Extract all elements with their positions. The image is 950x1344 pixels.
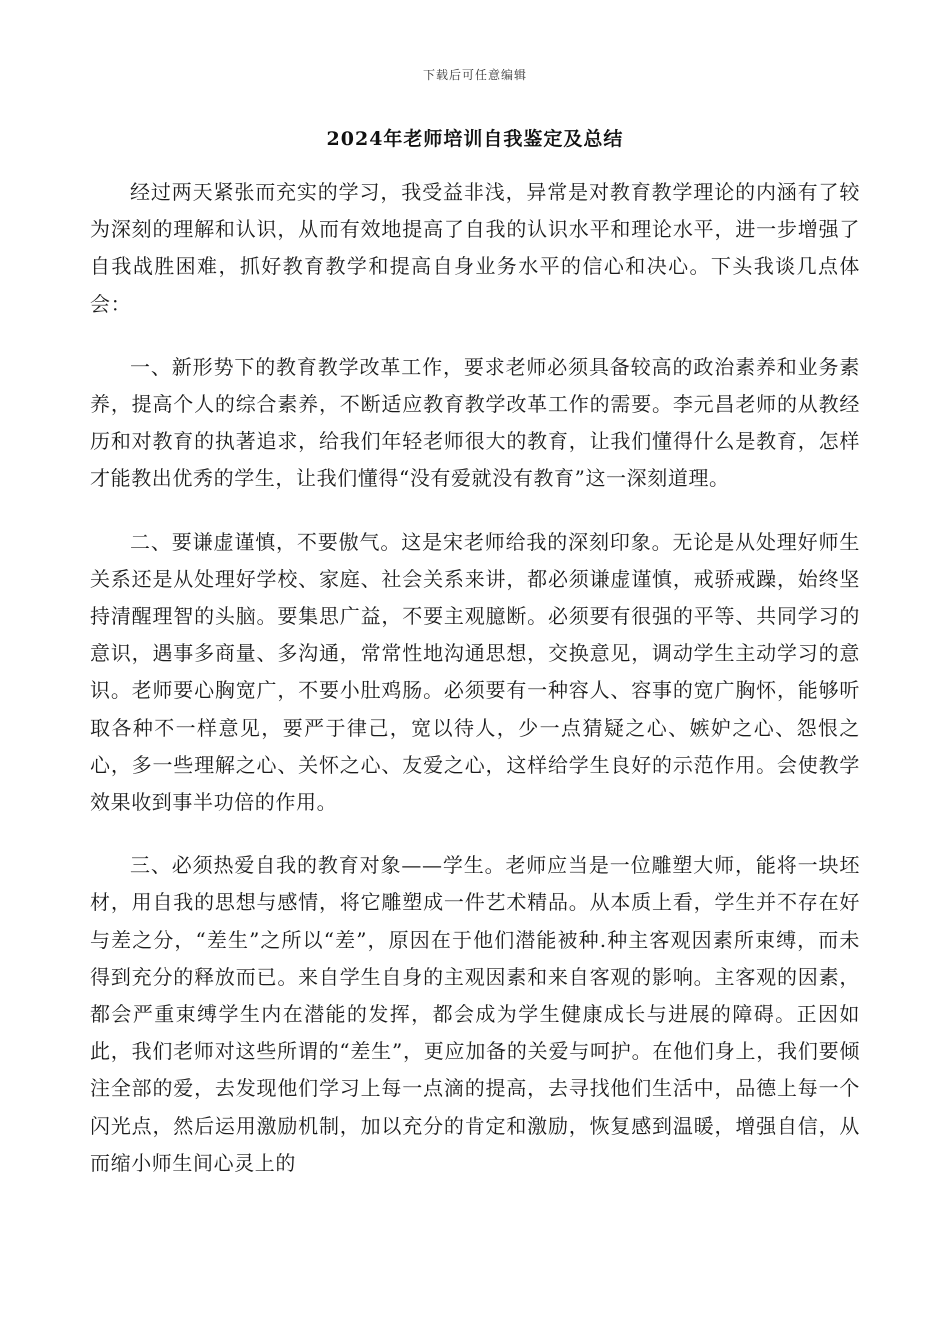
paragraph-intro: 经过两天紧张而充实的学习，我受益非浅，异常是对教育教学理论的内涵有了较为深刻的理解和认识，从而有效地提高了自我的认识水平和理论水平，进一步增强了自我战胜困难，抓好教育教学和提高自身业务水平的信心和决心。下头我谈几点体会： <box>90 180 860 316</box>
document-body <box>90 174 860 1208</box>
paragraph-point-2: 二、要谦虚谨慎，不要傲气。这是宋老师给我的深刻印象。无论是从处理好师生关系还是从处理好学校、家庭、社会关系来讲，都必须谦虚谨慎，戒骄戒躁，始终坚持清醒理智的头脑。要集思广益，不要主观臆断。必须要有很强的平等、共同学习的意识，遇事多商量、多沟通，常常性地沟通思想，交换意见，调动学生主动学习的意识。老师要心胸宽广，不要小肚鸡肠。必须要有一种容人、容事的宽广胸怀，能够听取各种不一样意见，要严于律己，宽以待人，少一点猜疑之心、嫉妒之心、怨恨之心，多一些理解之心、关怀之心、友爱之心，这样给学生良好的示范作用。会使教学效果收到事半功倍的作用。 <box>90 529 860 815</box>
paragraph-point-3: 三、必须热爱自我的教育对象——学生。老师应当是一位雕塑大师，能将一块坯材，用自我的思想与感情，将它雕塑成一件艺术精品。从本质上看，学生并不存在好与差之分，“差生”之所以“差”，原因在于他们潜能被种.种主客观因素所束缚，而未得到充分的释放而已。来自学生自身的主观因素和来自客观的影响。主客观的因素，都会严重束缚学生内在潜能的发挥，都会成为学生健康成长与进展的障碍。正因如此，我们老师对这些所谓的“差生”，更应加备的关爱与呵护。在他们身上，我们要倾注全部的爱，去发现他们学习上每一点滴的提高，去寻找他们生活中，品德上每一个闪光点，然后运用激励机制，加以充分的肯定和激励，恢复感到温暖，增强自信，从而缩小师生间心灵上的 <box>90 853 860 1175</box>
document-title: 2024年老师培训自我鉴定及总结 <box>326 128 624 150</box>
paragraph-point-1: 一、新形势下的教育教学改革工作，要求老师必须具备较高的政治素养和业务素养，提高个人的综合素养，不断适应教育教学改革工作的需要。李元昌老师的从教经历和对教育的执著追求，给我们年轻老师很大的教育，让我们懂得什么是教育，怎样才能教出优秀的学生，让我们懂得“没有爱就没有教育”这一深刻道理。 <box>90 354 860 491</box>
header-note: 下载后可任意编辑 <box>422 68 527 82</box>
